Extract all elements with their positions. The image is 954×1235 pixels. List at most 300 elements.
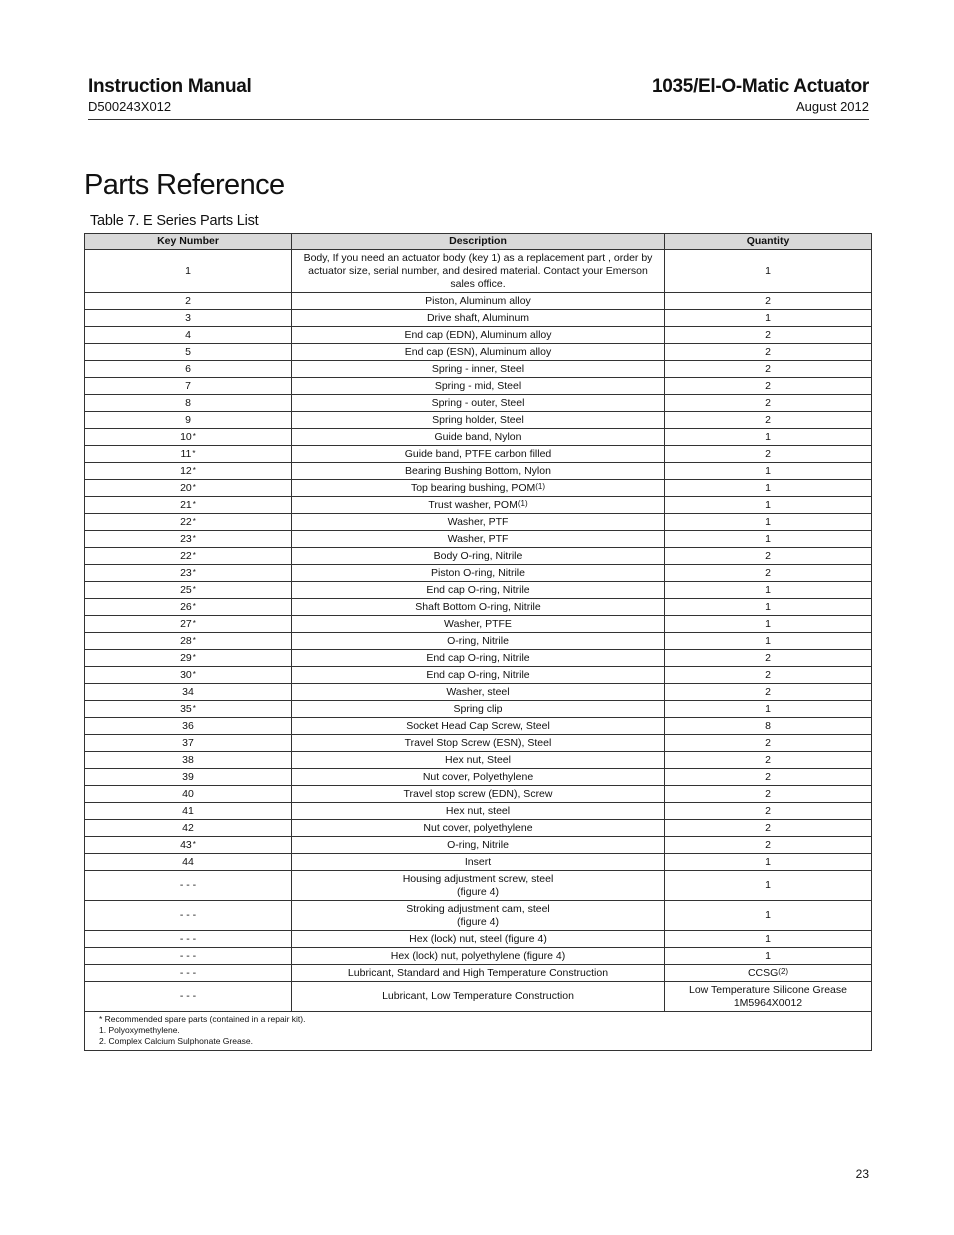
table-row [85,820,872,837]
key-number: 5 [185,345,191,358]
description-cell [292,786,665,803]
footnote-ref: (2) [778,966,789,976]
quantity-text: 1 [765,932,771,945]
description-text: Top bearing bushing, POM [410,481,536,494]
description-text: Housing adjustment screw, steel (figure 4) [402,872,554,898]
description-cell [292,361,665,378]
table-row [85,931,872,948]
key-number: 21 [180,498,192,511]
quantity-cell [665,786,872,803]
manual-title: Instruction Manual [88,76,252,97]
table-body [85,250,872,1012]
key-number-cell [85,250,292,293]
quantity-text: 2 [765,294,771,307]
quantity-text: 1 [765,264,771,277]
quantity-cell [665,429,872,446]
quantity-cell [665,616,872,633]
quantity-text: 2 [765,787,771,800]
spare-part-marker: * [192,516,196,526]
table-row [85,582,872,599]
quantity-cell [665,901,872,931]
table-row [85,514,872,531]
key-number: 10 [180,430,192,443]
table-row [85,616,872,633]
key-number-cell [85,667,292,684]
key-number-cell [85,803,292,820]
table-row [85,565,872,582]
quantity-text: 1 [765,634,771,647]
spare-part-marker: * [192,839,196,849]
table-row [85,701,872,718]
key-number: 42 [182,821,194,834]
footnote-spare-parts: * Recommended spare parts (contained in a repair kit). [99,1014,306,1024]
key-number-cell [85,582,292,599]
table-row [85,412,872,429]
quantity-cell [665,395,872,412]
quantity-text: 2 [765,396,771,409]
description-text: Travel stop screw (EDN), Screw [403,787,553,800]
key-number-cell [85,565,292,582]
quantity-text: 1 [765,515,771,528]
spare-part-marker: * [192,465,196,475]
description-cell [292,735,665,752]
key-number-cell [85,965,292,982]
table-row [85,871,872,901]
key-number-cell [85,948,292,965]
table-row [85,803,872,820]
quantity-text: 1 [765,311,771,324]
key-number-cell [85,310,292,327]
key-number-cell [85,395,292,412]
description-cell [292,531,665,548]
key-number: 4 [185,328,191,341]
description-text: Washer, PTFE [444,617,512,630]
quantity-cell [665,582,872,599]
description-text: O-ring, Nitrile [447,838,509,851]
quantity-cell [665,361,872,378]
description-text: Lubricant, Standard and High Temperature Construction [347,966,609,979]
description-cell [292,948,665,965]
quantity-text: 2 [765,413,771,426]
description-text: Body, If you need an actuator body (key 1) as a replacement part , order by actuator size, serial number, and desired material. Contact your Emerson sales office. [303,251,653,290]
description-text: Washer, PTF [447,532,509,545]
key-number: 27 [180,617,192,630]
table-row [85,752,872,769]
description-text: Body O-ring, Nitrile [433,549,523,562]
table-row [85,854,872,871]
quantity-text: 2 [765,736,771,749]
description-cell [292,327,665,344]
page-title: Parts Reference [84,169,285,201]
quantity-text: Low Temperature Silicone Grease 1M5964X0012 [689,983,847,1009]
key-number-cell [85,837,292,854]
description-text: Hex (lock) nut, polyethylene (figure 4) [390,949,566,962]
quantity-text: 8 [765,719,771,732]
quantity-cell [665,633,872,650]
description-cell [292,701,665,718]
description-cell [292,684,665,701]
description-cell [292,650,665,667]
key-number: 1 [185,264,191,277]
quantity-cell [665,446,872,463]
spare-part-marker: * [192,601,196,611]
quantity-text: 2 [765,821,771,834]
description-text: Spring - outer, Steel [431,396,525,409]
key-number: 6 [185,362,191,375]
table-row [85,837,872,854]
key-number-cell [85,378,292,395]
table-row [85,446,872,463]
description-text: Lubricant, Low Temperature Construction [382,990,574,1002]
key-number: 37 [182,736,194,749]
description-cell [292,412,665,429]
description-cell [292,395,665,412]
quantity-text: 1 [765,583,771,596]
quantity-cell [665,948,872,965]
quantity-text: 2 [765,651,771,664]
key-number-cell [85,327,292,344]
quantity-cell [665,293,872,310]
key-number: 29 [180,651,192,664]
key-number: 8 [185,396,191,409]
description-text: Piston O-ring, Nitrile [431,566,525,579]
key-number-cell [85,531,292,548]
key-number: - - - [179,932,197,945]
key-number-cell [85,497,292,514]
table-row [85,497,872,514]
table-row [85,361,872,378]
description-text: End cap (EDN), Aluminum alloy [404,328,552,341]
description-text: Guide band, Nylon [434,430,522,443]
quantity-text: 2 [765,685,771,698]
key-number-cell [85,616,292,633]
key-number: 2 [185,294,191,307]
footnote-2: 2. Complex Calcium Sulphonate Grease. [99,1036,254,1046]
table-row [85,735,872,752]
quantity-cell [665,982,872,1012]
description-text: Washer, steel [446,685,510,698]
description-text: O-ring, Nitrile [447,634,509,647]
quantity-text: 1 [765,600,771,613]
description-text: Piston, Aluminum alloy [425,294,531,307]
description-text: Hex nut, steel [445,804,511,817]
key-number: - - - [179,990,197,1002]
quantity-cell [665,378,872,395]
quantity-text: 2 [765,447,771,460]
table-row [85,480,872,497]
quantity-text: 2 [765,668,771,681]
description-text: Stroking adjustment cam, steel (figure 4) [406,902,550,928]
table-row [85,327,872,344]
page-header [88,75,869,120]
key-number-cell [85,429,292,446]
page-number: 23 [855,1167,869,1181]
description-cell [292,769,665,786]
table-row [85,901,872,931]
key-number-cell [85,820,292,837]
quantity-text: 1 [765,855,771,868]
description-cell [292,463,665,480]
key-number-cell [85,650,292,667]
quantity-cell [665,599,872,616]
description-cell [292,446,665,463]
spare-part-marker: * [192,550,196,560]
table-row [85,463,872,480]
key-number: 35 [180,702,192,715]
description-text: Drive shaft, Aluminum [426,311,530,324]
description-text: Insert [464,855,492,868]
description-cell [292,480,665,497]
key-number: 39 [182,770,194,783]
quantity-text: 1 [765,617,771,630]
description-cell [292,497,665,514]
description-cell [292,582,665,599]
quantity-cell [665,463,872,480]
table-row [85,650,872,667]
quantity-cell [665,769,872,786]
quantity-cell [665,667,872,684]
quantity-cell [665,837,872,854]
quantity-cell [665,701,872,718]
key-number: 20 [180,481,192,494]
column-header-description: Description [292,234,665,250]
quantity-cell [665,854,872,871]
description-cell [292,982,665,1012]
quantity-cell [665,931,872,948]
quantity-text: 1 [765,909,771,921]
table-title: Table 7. E Series Parts List [90,213,259,229]
quantity-text: 2 [765,770,771,783]
description-cell [292,293,665,310]
quantity-cell [665,718,872,735]
key-number: 3 [185,311,191,324]
header-left [88,75,252,115]
spare-part-marker: * [192,499,196,509]
key-number-cell [85,718,292,735]
description-text: End cap O-ring, Nitrile [426,583,530,596]
quantity-text: 2 [765,804,771,817]
quantity-text: 1 [765,949,771,962]
description-cell [292,344,665,361]
key-number: 30 [180,668,192,681]
quantity-cell [665,735,872,752]
table-row [85,684,872,701]
key-number-cell [85,931,292,948]
table-row [85,429,872,446]
description-text: Spring - inner, Steel [431,362,525,375]
quantity-text: 1 [765,481,771,494]
header-right [652,75,869,115]
description-cell [292,616,665,633]
quantity-cell [665,480,872,497]
description-text: Spring holder, Steel [432,413,524,426]
column-header-quantity: Quantity [665,234,872,250]
quantity-text: 1 [765,702,771,715]
description-text: Guide band, PTFE carbon filled [404,447,552,460]
key-number-cell [85,769,292,786]
description-cell [292,871,665,901]
description-cell [292,718,665,735]
spare-part-marker: * [192,635,196,645]
description-text: Travel Stop Screw (ESN), Steel [404,736,552,749]
table-row [85,982,872,1012]
key-number: - - - [179,966,197,979]
description-cell [292,803,665,820]
product-title: 1035/El-O-Matic Actuator [652,76,869,97]
key-number: 7 [185,379,191,392]
spare-part-marker: * [192,482,196,492]
key-number: 28 [180,634,192,647]
quantity-cell [665,548,872,565]
quantity-text: 1 [765,879,771,891]
description-cell [292,854,665,871]
quantity-cell [665,820,872,837]
table-row [85,293,872,310]
quantity-cell [665,344,872,361]
footnote-1: 1. Polyoxymethylene. [99,1025,180,1035]
spare-part-marker: * [192,567,196,577]
description-text: Hex (lock) nut, steel (figure 4) [409,932,547,945]
key-number: 38 [182,753,194,766]
footnote-ref: (1) [535,481,546,491]
description-text: Nut cover, Polyethylene [422,770,534,783]
quantity-cell [665,310,872,327]
table-row [85,310,872,327]
quantity-cell [665,531,872,548]
key-number-cell [85,463,292,480]
key-number: 26 [180,600,192,613]
parts-table [84,233,872,1051]
table-row [85,786,872,803]
footnote-ref: (1) [517,498,528,508]
description-cell [292,931,665,948]
table-row [85,378,872,395]
key-number-cell [85,786,292,803]
key-number-cell [85,735,292,752]
description-text: Bearing Bushing Bottom, Nylon [405,464,551,477]
description-text: Socket Head Cap Screw, Steel [406,719,550,732]
spare-part-marker: * [192,533,196,543]
quantity-cell [665,871,872,901]
quantity-cell [665,565,872,582]
table-row [85,548,872,565]
quantity-text: 1 [765,532,771,545]
description-cell [292,565,665,582]
description-cell [292,752,665,769]
description-cell [292,310,665,327]
description-cell [292,250,665,293]
description-text: Shaft Bottom O-ring, Nitrile [415,600,541,613]
spare-part-marker: * [192,448,196,458]
key-number-cell [85,599,292,616]
key-number: 36 [182,719,194,732]
table-row [85,250,872,293]
description-cell [292,633,665,650]
table-row [85,948,872,965]
description-text: End cap (ESN), Aluminum alloy [404,345,552,358]
table-row [85,667,872,684]
key-number: 34 [182,685,194,698]
table-row [85,718,872,735]
quantity-cell [665,684,872,701]
quantity-text: 2 [765,838,771,851]
key-number: 22 [180,549,192,562]
key-number-cell [85,901,292,931]
description-cell [292,837,665,854]
description-text: End cap O-ring, Nitrile [426,651,530,664]
key-number-cell [85,752,292,769]
column-header-key-number: Key Number [85,234,292,250]
quantity-text: CCSG [747,966,779,979]
table-row [85,531,872,548]
quantity-text: 2 [765,362,771,375]
key-number-cell [85,361,292,378]
spare-part-marker: * [192,652,196,662]
quantity-cell [665,327,872,344]
key-number-cell [85,344,292,361]
quantity-cell [665,412,872,429]
key-number-cell [85,412,292,429]
quantity-text: 1 [765,464,771,477]
description-text: Nut cover, polyethylene [423,821,533,834]
description-text: Spring - mid, Steel [434,379,522,392]
spare-part-marker: * [192,431,196,441]
footnotes-row [85,1012,872,1051]
key-number-cell [85,701,292,718]
quantity-cell [665,803,872,820]
table-row [85,395,872,412]
key-number: 44 [182,855,194,868]
key-number-cell [85,854,292,871]
description-text: Washer, PTF [447,515,509,528]
key-number: 25 [180,583,192,596]
key-number: - - - [179,949,197,962]
table-row [85,633,872,650]
table-row [85,599,872,616]
key-number: 9 [185,413,191,426]
key-number: 22 [180,515,192,528]
key-number: - - - [179,879,197,891]
publication-date: August 2012 [795,99,869,114]
quantity-cell [665,497,872,514]
key-number-cell [85,871,292,901]
key-number-cell [85,293,292,310]
spare-part-marker: * [192,584,196,594]
key-number-cell [85,684,292,701]
key-number-cell [85,480,292,497]
key-number: 11 [180,447,192,460]
key-number: 23 [180,566,192,579]
quantity-text: 2 [765,566,771,579]
key-number: - - - [179,909,197,921]
quantity-text: 1 [765,430,771,443]
key-number-cell [85,982,292,1012]
description-cell [292,965,665,982]
quantity-cell [665,514,872,531]
key-number: 23 [180,532,192,545]
description-text: Hex nut, Steel [445,753,511,766]
key-number: 43 [180,838,192,851]
description-text: Trust washer, POM [428,498,518,511]
table-row [85,769,872,786]
description-cell [292,378,665,395]
footnotes [85,1012,872,1051]
key-number: 40 [182,787,194,800]
quantity-text: 2 [765,379,771,392]
key-number: 12 [180,464,192,477]
key-number-cell [85,548,292,565]
key-number: 41 [182,804,194,817]
